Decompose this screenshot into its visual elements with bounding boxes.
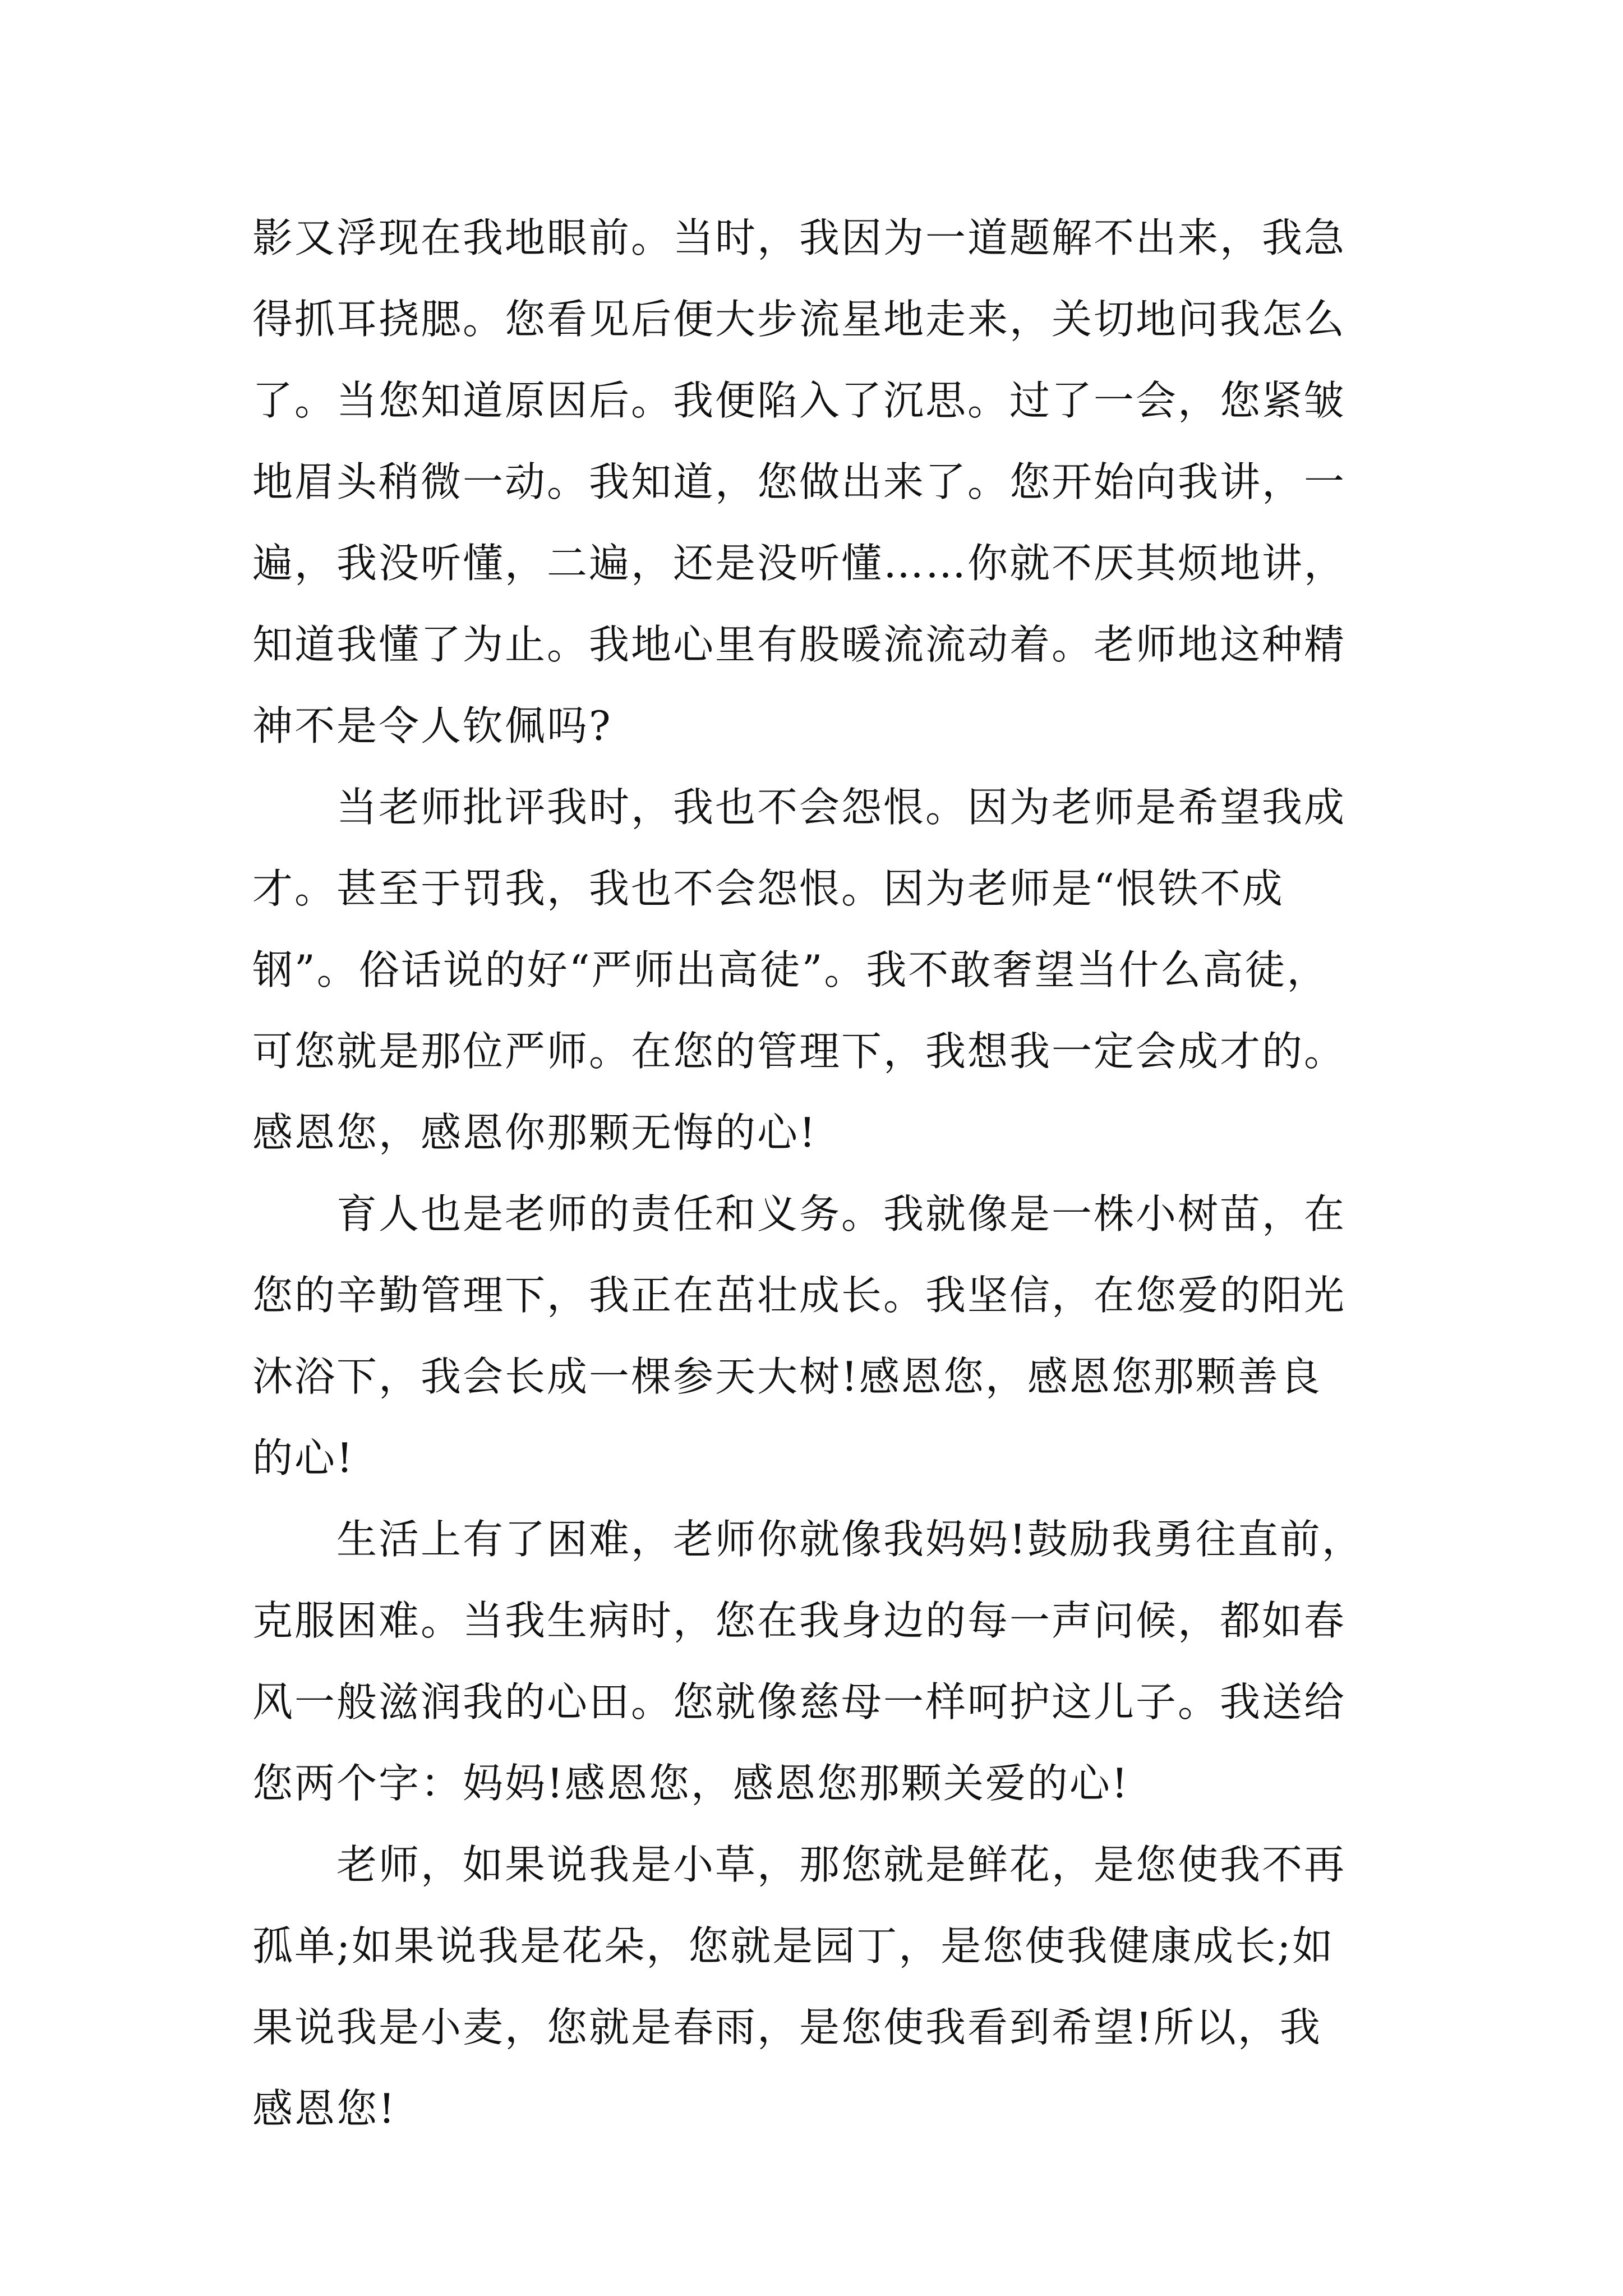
text-line: 感恩您!: [252, 2085, 396, 2132]
paragraph-2: [252, 767, 1396, 1174]
text-line: 克服困难。当我生病时，您在我身边的每一声问候，都如春: [252, 1597, 1347, 1644]
text-line: 影又浮现在我地眼前。当时，我因为一道题解不出来，我急: [252, 214, 1347, 261]
text-line: 当老师批评我时，我也不会怨恨。因为老师是希望我成: [252, 784, 1347, 831]
text-line: 遍，我没听懂，二遍，还是没听懂……你就不厌其烦地讲，: [252, 540, 1347, 587]
text-line: 老师，如果说我是小草，那您就是鲜花，是您使我不再: [252, 1841, 1347, 1888]
text-line: 钢”。俗话说的好“严师出高徒”。我不敢奢望当什么高徒，: [252, 946, 1329, 993]
text-line: 风一般滋润我的心田。您就像慈母一样呵护这儿子。我送给: [252, 1678, 1347, 1726]
text-line: 知道我懂了为止。我地心里有股暖流流动着。老师地这种精: [252, 621, 1347, 668]
paragraph-1: [252, 197, 1396, 767]
text-line: 的心!: [252, 1434, 354, 1481]
text-line: 得抓耳挠腮。您看见后便大步流星地走来，关切地问我怎么: [252, 296, 1347, 343]
text-line: 沐浴下，我会长成一棵参天大树!感恩您，感恩您那颗善良: [252, 1353, 1322, 1400]
text-line: 地眉头稍微一动。我知道，您做出来了。您开始向我讲，一: [252, 458, 1347, 505]
text-line: 您的辛勤管理下，我正在茁壮成长。我坚信，在您爱的阳光: [252, 1272, 1347, 1319]
paragraph-5: [252, 1824, 1396, 2150]
text-line: 果说我是小麦，您就是春雨，是您使我看到希望!所以，我: [252, 2004, 1322, 2051]
text-line: 了。当您知道原因后。我便陷入了沉思。过了一会，您紧皱: [252, 377, 1347, 424]
text-line: 育人也是老师的责任和义务。我就像是一株小树苗，在: [252, 1190, 1347, 1237]
paragraph-4: [252, 1499, 1396, 1824]
text-line: 神不是令人钦佩吗?: [252, 702, 612, 749]
text-line: 孤单;如果说我是花朵，您就是园丁，是您使我健康成长;如: [252, 1922, 1335, 1970]
text-line: 可您就是那位严师。在您的管理下，我想我一定会成才的。: [252, 1028, 1347, 1075]
paragraph-3: [252, 1174, 1396, 1499]
text-line: 您两个字：妈妈!感恩您，感恩您那颗关爱的心!: [252, 1760, 1129, 1807]
text-line: 生活上有了困难，老师你就像我妈妈!鼓励我勇往直前，: [252, 1516, 1364, 1563]
text-line: 才。甚至于罚我，我也不会怨恨。因为老师是“恨铁不成: [252, 865, 1284, 912]
document-body: [252, 197, 1396, 2150]
text-line: 感恩您，感恩你那颗无悔的心!: [252, 1109, 817, 1156]
